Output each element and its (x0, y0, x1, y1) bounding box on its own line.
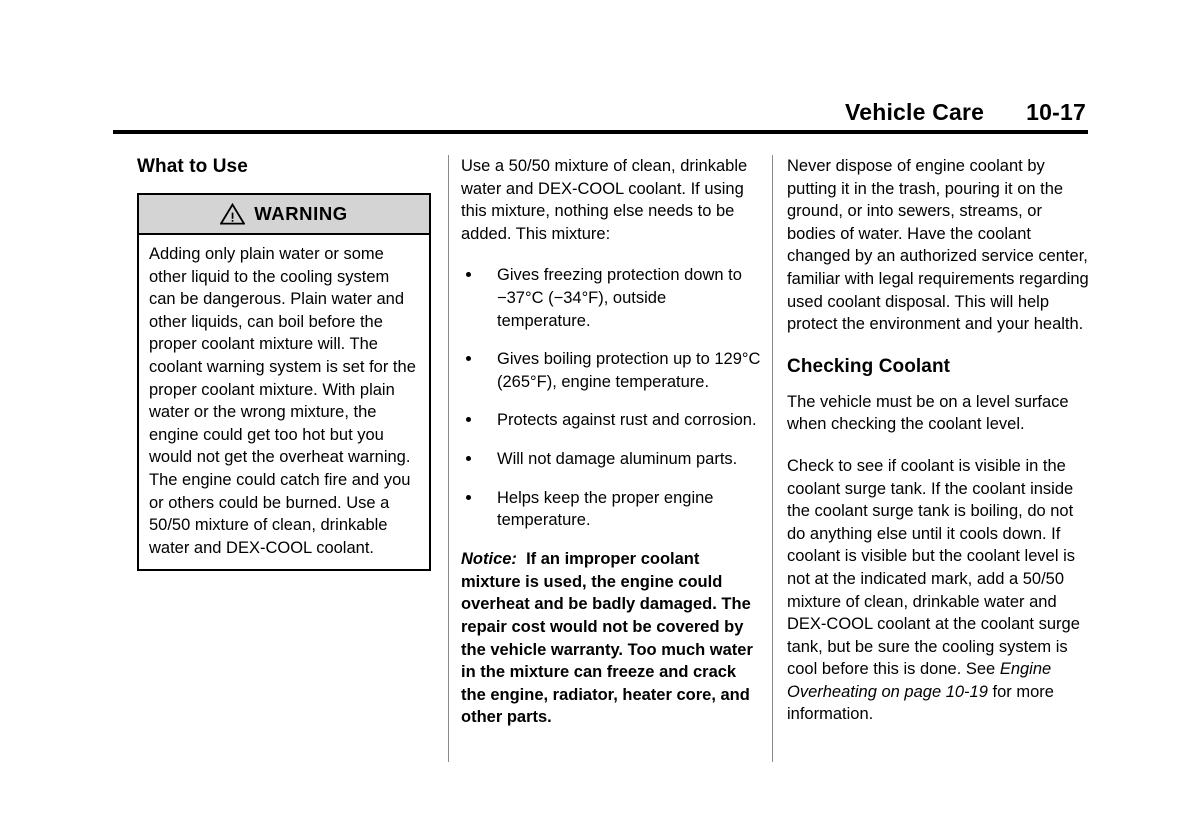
notice-block (461, 548, 763, 729)
notice-keyword: Notice: (461, 550, 517, 569)
warning-box-header (139, 195, 429, 235)
notice-text: If an improper coolant mixture is used, the engine could overheat and be badly damaged. The repair cost would not be covered by the vehicle warranty. Too much water in the mixture can freeze and crack the engine, radiator, heater core, and other parts. (461, 550, 753, 727)
heading-checking-coolant: Checking Coolant (787, 355, 951, 377)
page-number: 10-17 (1026, 99, 1086, 125)
bullet-dot-icon (466, 356, 471, 361)
mixture-benefits-list (461, 264, 763, 531)
coolant-disposal-paragraph: Never dispose of engine coolant by putting it in the trash, pouring it on the ground, or into sewers, streams, or bodies of water. Have the coolant changed by an authorized service center, familiar with legal requirements regarding used coolant disposal. This will help protect the environment and your health. (787, 157, 1089, 334)
column-middle (461, 155, 763, 745)
coolant-check-paragraph (787, 455, 1089, 726)
bullet-dot-icon (466, 417, 471, 422)
list-item-text: Will not damage aluminum parts. (497, 449, 738, 468)
header-rule (113, 130, 1088, 134)
cross-reference-link[interactable]: Engine Overheating on page 10-19 (787, 660, 1052, 701)
coolant-check-text-after: for more information. (787, 682, 1054, 724)
heading-what-to-use: What to Use (137, 156, 248, 177)
column-left (137, 155, 439, 571)
list-item-text: Gives boiling protection up to 129°C (265°F), engine temperature. (497, 350, 761, 391)
list-item (461, 448, 763, 471)
bullet-dot-icon (466, 456, 471, 461)
coolant-check-text-before: Check to see if coolant is visible in the coolant surge tank. If the coolant inside the coolant surge tank is boiling, do not do anything else until it cools down. If coolant is visible but the coolant level is not at the indicated mark, add a 50/50 mixture of clean, drinkable water and DEX-COOL coolant at the coolant surge tank, but be sure the cooling system is cool before this is done. See (787, 456, 1080, 679)
list-item (461, 264, 763, 332)
column-right (787, 155, 1089, 726)
warning-triangle-icon (220, 203, 245, 225)
level-surface-paragraph: The vehicle must be on a level surface when checking the coolant level. (787, 392, 1069, 434)
list-item (461, 487, 763, 532)
list-item-text: Protects against rust and corrosion. (497, 411, 757, 430)
warning-label: WARNING (254, 202, 348, 224)
middle-intro-paragraph: Use a 50/50 mixture of clean, drinkable water and DEX-COOL coolant. If using this mixture, nothing else needs to be added. This mixture: (461, 157, 748, 243)
bullet-dot-icon (466, 272, 471, 277)
list-item-text: Helps keep the proper engine temperature. (497, 488, 714, 530)
list-item (461, 409, 763, 432)
bullet-dot-icon (466, 495, 471, 500)
page-title: Vehicle Care (844, 99, 985, 125)
warning-box (137, 193, 431, 571)
warning-body-text: Adding only plain water or some other liquid to the cooling system can be dangerous. Plain water and other liquids, can boil before the proper coolant mixture will. The coolant warning system is set for the proper coolant mixture. With plain water or the wrong mixture, the engine could get too hot but you would not get the overheat warning. The engine could catch fire and you or others could be burned. Use a 50/50 mixture of clean, drinkable water and DEX-COOL coolant. (149, 245, 416, 557)
list-item-text: Gives freezing protection down to −37°C (−34°F), outside temperature. (497, 266, 742, 330)
page-header (113, 98, 1088, 128)
column-divider-right (772, 155, 773, 762)
column-divider-left (448, 155, 449, 762)
list-item (461, 348, 763, 393)
